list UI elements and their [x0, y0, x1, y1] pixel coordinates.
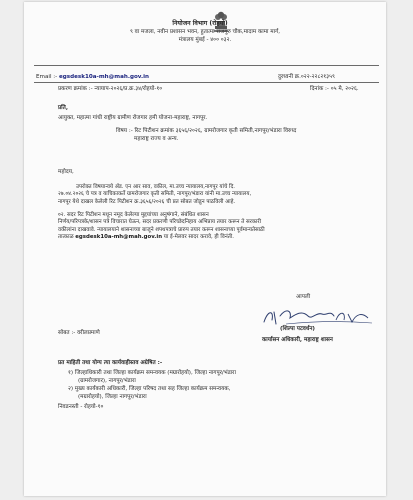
signatory-designation: कार्यासन अधिकारी, महाराष्ट्र शासन [262, 337, 333, 343]
copy-to-item: (मग्रारोहयो), जिल्हा नागपूर/भंडारा [78, 394, 147, 400]
department-title: नियोजन विभाग (रोहयो) [172, 20, 228, 27]
enclosure-note: सोबत :- वरीलप्रमाणे [58, 330, 100, 336]
paragraph-1-line: नागपूर येथे दाखल केलेली रिट पिटीशन क्र.३६५६/२०२६ ची प्रत सोबत जोडून पाठविली आहे. [58, 198, 236, 205]
signatory-name: (शिल्पा पटवर्धन) [280, 326, 315, 332]
recipient-address: आयुक्त, महात्मा गांधी राष्ट्रीय ग्रामीण रोजगार हमी योजना-महाराष्ट्र, नागपूर. [58, 115, 208, 121]
paragraph-2-text: या ई-मेलवर सादर करावे, ही विनंती. [163, 233, 234, 240]
letter-page [24, 2, 386, 496]
salutation: महोदय, [58, 169, 74, 175]
paragraph-2-line: वकीलांना दाखवावे. न्यायालयाने शासनाच्या बाजूने शपथपत्राचे प्रारुप तयार करून शासनाच्या पूर्वमान्यतेसाठी [58, 226, 265, 233]
email-link[interactable]: egsdesk10a-mh@mah.gov.in [58, 74, 150, 80]
address-line-1: ९ वा मजला, नवीन प्रशासन भवन, हुतात्मा राजगुरु चौक,मादाम कामा मार्ग, [129, 29, 281, 35]
reply-email-link[interactable]: egsdesk10a-mh@mah.gov.in [75, 233, 163, 240]
paragraph-1 [58, 184, 363, 206]
copy-to-heading: प्रत माहिती तथा योग्य त्या कार्यवाहीस्तव अग्रेषित :- [58, 360, 163, 366]
paragraph-2 [58, 212, 363, 241]
copy-to-item: १) जिल्हाधिकारी तथा जिल्हा कार्यक्रम समन्वयक (मग्रारोहयो), जिल्हा नागपूर/भंडारा [68, 370, 236, 376]
reference-number: प्रकरण क्रमांक :- न्यायाप-२०२६/प्र.क्र.३४/रोहयो-१० [58, 86, 163, 92]
closing-apli: आपली [296, 294, 311, 300]
copy-to-item: २) मुख्य कार्यकारी अधिकारी, जिल्हा परिषद तथा सह जिल्हा कार्यक्रम समन्वयक, [68, 386, 231, 392]
phone-number: दुरध्वनी क्र.०२२-२२८२१३५९ [278, 74, 335, 80]
paragraph-2-text: तात्काळ [58, 233, 74, 240]
address-line-2: मंत्रालय मुंबई - ४०० ०३२. [178, 37, 232, 43]
file-reference: निवडनस्ती - रोहयो-१० [58, 404, 104, 410]
paragraph-2-line: निर्णय/परिपत्रके/शासन पत्रे विचारात घेऊन, सदर प्रकरणी परिच्छेदनिहाय अभिप्राय तयार करून ते सरकारी [58, 219, 262, 226]
paragraph-2-line: ०२. सदर रिट पिटीशन मधून नमूद केलेल्या मुद्दयांच्या अनुषंगाने, संबंधित शासन [58, 212, 209, 218]
paragraph-1-line: २७.०४.२०२६ चे पत्र व याचिकाकर्ते ग्रामरोजगार कृती समिती, नागपूर/भंडारा यांनी मा.उच्च न्यायालय, [58, 191, 252, 198]
handwritten-signature [256, 304, 376, 330]
copy-to-item: (ग्रामरोजगार), नागपूर/भंडारा [78, 378, 136, 384]
paragraph-1-line: उपरोक्त विषयान्वये ॲड. एन आर साव, वकील, मा.उच्च न्यायालय,नागपूर यांचे दि. [76, 184, 236, 190]
header-divider-top [34, 65, 379, 66]
prati-label: प्रति, [58, 105, 68, 111]
email-row [36, 74, 149, 81]
email-label: Email :- [36, 74, 58, 80]
subject-line-2: महाराष्ट्र राज्य व अन्य. [134, 136, 179, 142]
subject-line-1: विषय :- रिट पिटीशन क्रमांक ३६५६/२०२६, ग्रामरोजगार कृती समिती,नागपूर/भंडारा विरुध्द [116, 128, 297, 134]
paragraph-2-line [58, 234, 363, 241]
header-divider-bottom [34, 82, 379, 83]
letter-date: दिनांक :- ०५ मे, २०२६. [310, 86, 359, 92]
